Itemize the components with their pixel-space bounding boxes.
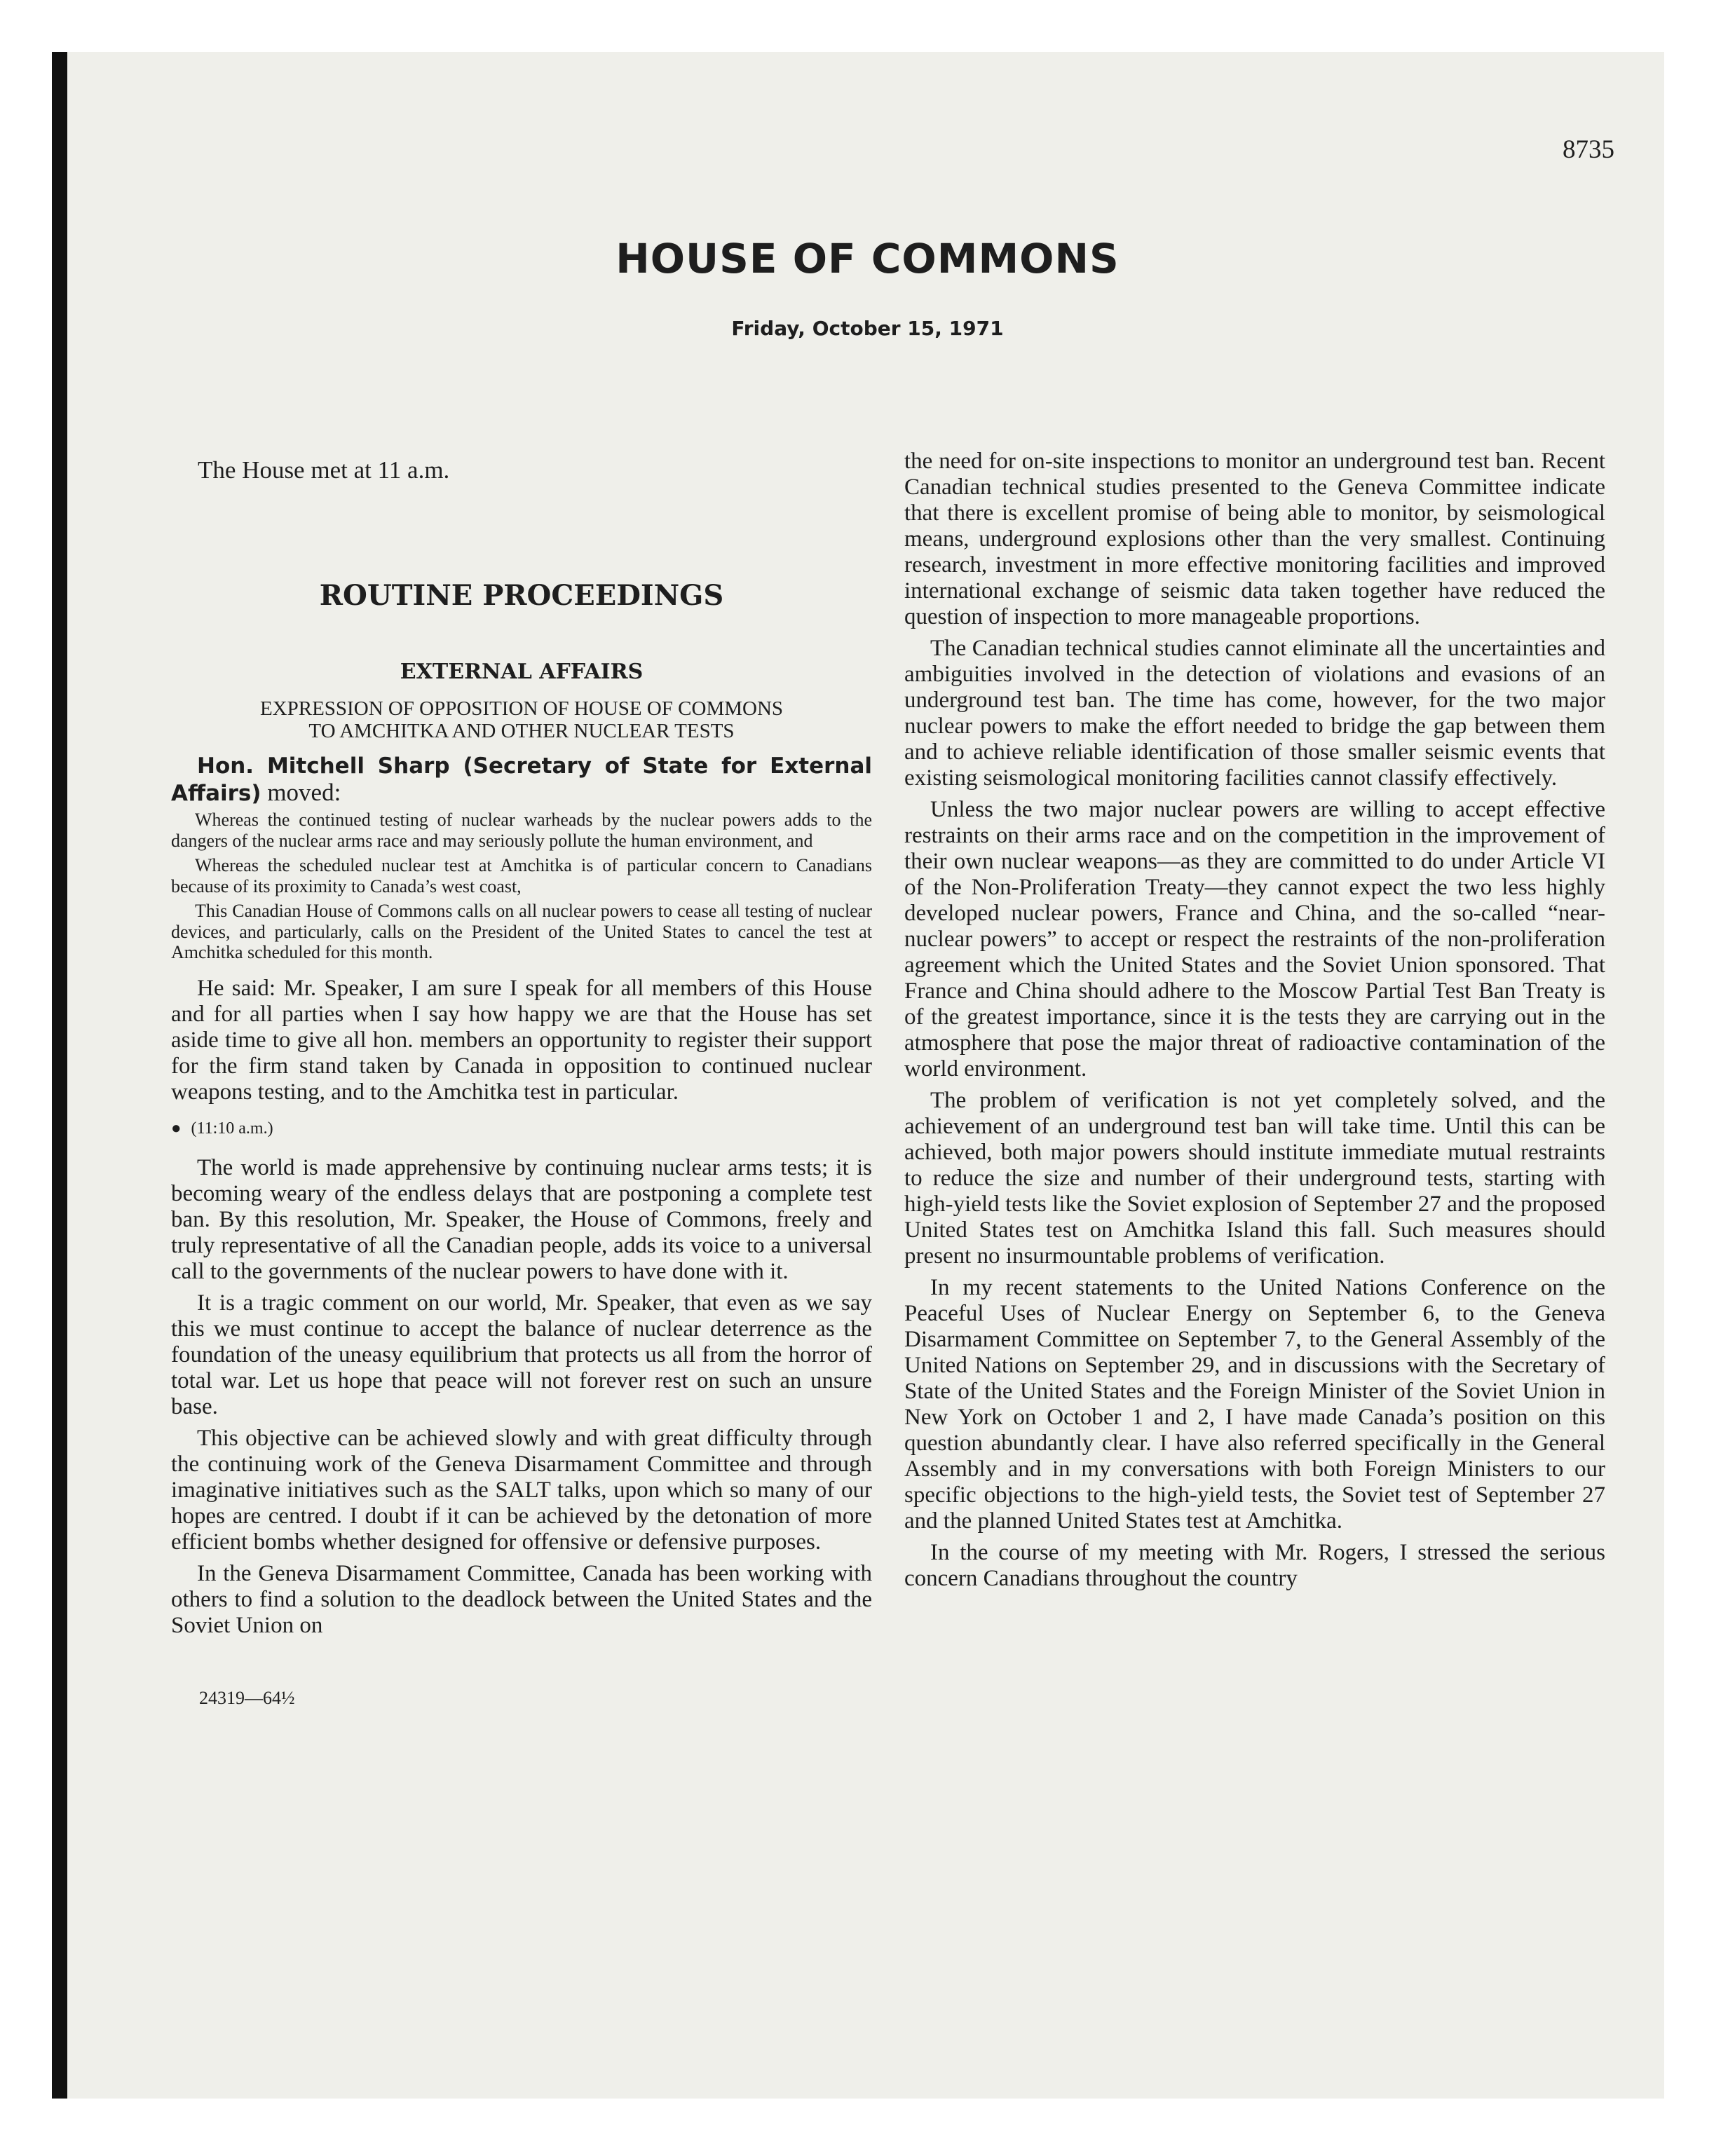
speech-paragraph: The problem of verification is not yet completely solved, and the achievement of an underground test ban will take time. Until this can be achieved, both major powers should institute immediate mutual restraints to reduce the size and number of their underground tests, starting with high-yield tests like the Soviet explosion of September 27 and the proposed United States test on Amchitka Island this fall. Such measures should present no insurmountable problems of verification.	[904, 1088, 1605, 1269]
page-number: 8735	[1563, 135, 1614, 164]
subject-heading: EXTERNAL AFFAIRS	[400, 660, 644, 684]
speech-paragraph: This objective can be achieved slowly and with great difficulty through the continuing work of the Geneva Disarmament Committee and through imaginative initiatives such as the SALT talks, upon which so many of our hopes are centred. I doubt if it can be achieved by the detonation of more efficient bombs whether designed for offensive or defensive purposes.	[171, 1425, 872, 1555]
mover-action: moved:	[267, 779, 341, 806]
house-met-line: The House met at 11 a.m.	[198, 456, 450, 484]
speech-paragraph: The world is made apprehensive by continuing nuclear arms tests; it is becoming weary of the endless delays that are postponing a complete test ban. By this resolution, Mr. Speaker, the House of Commons, freely and truly representative of all the Canadian people, adds its voice to a universal call to the governments of the nuclear powers to have done with it.	[171, 1154, 872, 1284]
page-title: HOUSE OF COMMONS	[615, 235, 1120, 282]
speech-paragraph: It is a tragic comment on our world, Mr. Speaker, that even as we say this we must continue to accept the balance of nuclear deterrence as the foundation of the uneasy equilibrium that protects us all from the horror of total war. Let us hope that peace will not forever rest on such an unsure base.	[171, 1290, 872, 1419]
right-column	[904, 449, 1605, 1592]
section-heading: ROUTINE PROCEEDINGS	[319, 579, 724, 612]
motion-title-line-1: EXPRESSION OF OPPOSITION OF HOUSE OF COMMONS	[259, 697, 784, 720]
speech-paragraph: The Canadian technical studies cannot eliminate all the uncertainties and ambiguities involved in the detection of violations and evasions of an underground test ban. The time has come, however, for the two major nuclear powers to make the effort needed to bridge the gap between them and to achieve reliable identification of those smaller seismic events that existing seismological monitoring facilities cannot classify effectively.	[904, 636, 1605, 791]
sitting-date: Friday, October 15, 1971	[731, 317, 1004, 340]
time-mark-text: (11:10 a.m.)	[191, 1119, 273, 1138]
left-column	[171, 449, 872, 1711]
motion-paragraph: This Canadian House of Commons calls on all nuclear powers to cease all testing of nuclear devices, and particularly, calls on the President of the United States to cancel the test at Amchitka scheduled for this month.	[171, 901, 872, 962]
speech-paragraph: Unless the two major nuclear powers are willing to accept effective restraints on their arms race and on the competition in the improvement of their own nuclear weapons—as they are committed to do under Article VI of the Non-Proliferation Treaty—they cannot expect the two less highly developed nuclear powers, France and China, and the so-called “near-nuclear powers” to accept or respect the restraints of the non-proliferation agreement which the United States and the Soviet Union sponsored. That France and China should adhere to the Moscow Partial Test Ban Treaty is of the greatest importance, since it is the tests they are carrying out in the atmosphere that pose the major threat of radioactive contamination of the world environment.	[904, 797, 1605, 1082]
mover-line	[171, 752, 872, 807]
speech-paragraph: In my recent statements to the United Nations Conference on the Peaceful Uses of Nuclear Energy on September 6, to the Geneva Disarmament Committee on September 7, to the General Assembly of the United Nations on September 29, and in discussions with the Secretary of State of the United States and the Foreign Minister of the Soviet Union in New York on October 1 and 2, I have made Canada’s position on this question abundantly clear. I have also referred specifically in the General Assembly and in my conversations with both Foreign Ministers to our specific objections to the high-yield tests, the Soviet test of September 27 and the planned United States test at Amchitka.	[904, 1275, 1605, 1534]
footer-code: 24319—64½	[199, 1687, 295, 1708]
motion-paragraph: Whereas the continued testing of nuclear warheads by the nuclear powers adds to the dangers of the nuclear arms race and may seriously pollute the human environment, and	[171, 810, 872, 851]
motion-title-line-2: TO AMCHITKA AND OTHER NUCLEAR TESTS	[308, 720, 735, 742]
mover-name: Hon. Mitchell Sharp (Secretary of State for External Affairs)	[171, 753, 872, 806]
motion-paragraph: Whereas the scheduled nuclear test at Amchitka is of particular concern to Canadians because of its proximity to Canada’s west coast,	[171, 855, 872, 896]
motion-text	[171, 810, 872, 963]
motion-title	[171, 697, 872, 742]
scan-border	[52, 52, 67, 2099]
bullet-icon: ●	[171, 1119, 182, 1138]
speech-paragraph: In the course of my meeting with Mr. Rogers, I stressed the serious concern Canadians throughout the country	[904, 1540, 1605, 1591]
speech-paragraph: In the Geneva Disarmament Committee, Canada has been working with others to find a solution to the deadlock between the United States and the Soviet Union on	[171, 1560, 872, 1638]
speech-paragraph: the need for on-site inspections to monitor an underground test ban. Recent Canadian technical studies presented to the Geneva Committee indicate that there is excellent promise of being able to monitor, by seismological means, underground explosions other than the very smallest. Continuing research, investment in more effective monitoring facilities and improved international exchange of seismic data taken together have reduced the question of inspection to more manageable proportions.	[904, 449, 1605, 629]
time-marker	[171, 1119, 872, 1138]
speech-paragraph: He said: Mr. Speaker, I am sure I speak for all members of this House and for all parties when I say how happy we are that the House has set aside time to give all hon. members an opportunity to register their support for the firm stand taken by Canada in opposition to continued nuclear weapons testing, and to the Amchitka test in particular.	[171, 975, 872, 1105]
